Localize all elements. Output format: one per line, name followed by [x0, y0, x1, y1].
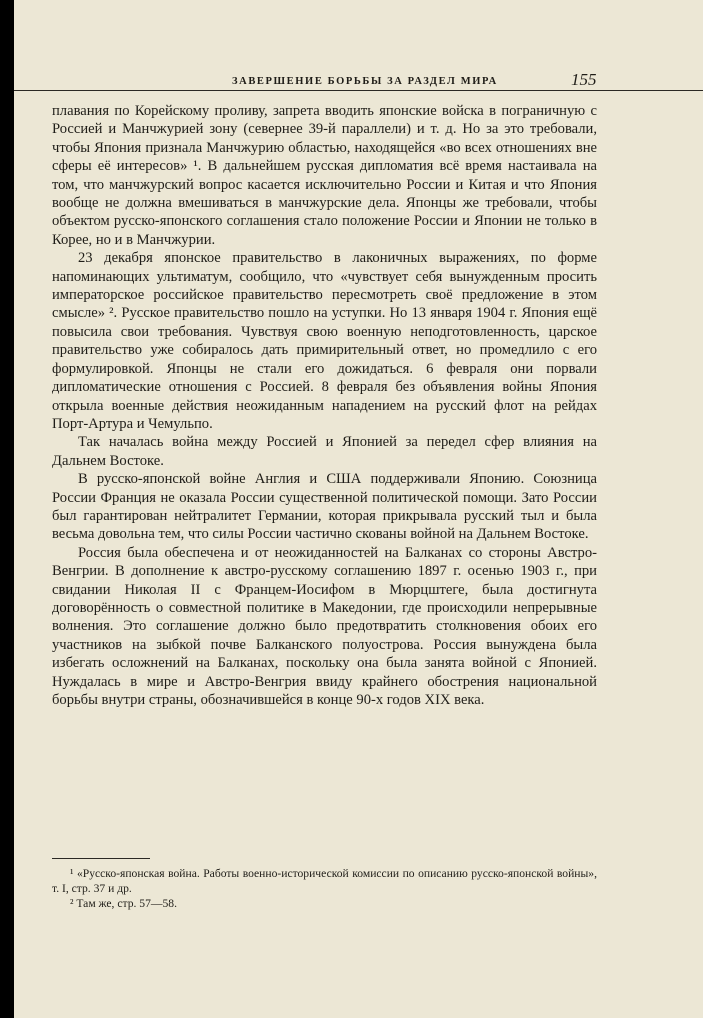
footnote: ² Там же, стр. 57—58. — [70, 897, 177, 910]
footnote: ¹ «Русско-японская война. Работы военно-исторической комиссии по описанию русско-японской войны», т. I, стр. 37 и др. — [52, 867, 597, 895]
paragraph: плавания по Корейскому проливу, запрета вводить японские войска в пограничную с Россией и Манчжурией зону (севернее 39-й параллели) и т. д. Но за это требовали, чтобы Япония признала Манчжурию областью, находящейся «во всех отношениях вне сферы её интересов» ¹. В дальнейшем русская дипломатия всё время настаивала на том, что манчжурский вопрос касается исключительно России и Китая и что Япония вообще не должна вмешиваться в манчжурские дела. Японцы же требовали, чтобы объектом русско-японского соглашения стало положение России и Японии не только в Корее, но и в Манчжурии. — [52, 103, 597, 248]
page-number: 155 — [571, 70, 597, 89]
book-page — [14, 0, 703, 1018]
paragraph: 23 декабря японское правительство в лаконичных выражениях, по форме напоминающих ультиматум, сообщило, что «чувствует себя вынужденным просить императорское российское правительство пересмотреть своё предложение в этом смысле» ². Русское правительство пошло на уступки. Но 13 января 1904 г. Япония ещё повысила свои требования. Чувствуя свою военную неподготовленность, царское правительство уже собиралось дать примирительный ответ, но промедлило с его формулировкой. Японцы не стали его дожидаться. 6 февраля они порвали дипломатические отношения с Россией. 8 февраля без объявления войны Япония открыла военные действия неожиданным нападением на русский флот на рейдах Порт-Артура и Чемульпо. — [52, 250, 597, 432]
body-text — [52, 102, 597, 709]
footnotes — [52, 866, 597, 911]
header-rule — [14, 90, 703, 91]
paragraph: Россия была обеспечена и от неожиданностей на Балканах со стороны Австро-Венгрии. В дополнение к австро-русскому соглашению 1897 г. осенью 1903 г., при свидании Николая II с Францем-Иосифом в Мюрцштеге, была достигнута договорённость о совместной политике в Македонии, где происходили непрерывные волнения. Это соглашение должно было предотвратить столкновения обоих его участников на зыбкой почве Балканского полуострова. Россия вынуждена была избегать осложнений на Балканах, поскольку она была занята войной с Японией. Нуждалась в мире и Австро-Венгрия ввиду крайнего обострения национальной борьбы внутри страны, обозначившейся в конце 90-х годов XIX века. — [52, 544, 597, 708]
running-title: ЗАВЕРШЕНИЕ БОРЬБЫ ЗА РАЗДЕЛ МИРА — [232, 76, 498, 87]
paragraph: В русско-японской войне Англия и США поддерживали Японию. Союзница России Франция не оказала России существенной политической помощи. Зато России был гарантирован нейтралитет Германии, которая прикрывала русский тыл и была весьма довольна тем, что силы России частично скованы войной на Дальнем Востоке. — [52, 471, 597, 543]
footnote-rule — [52, 858, 150, 859]
page-header — [14, 68, 703, 92]
paragraph: Так началась война между Россией и Японией за передел сфер влияния на Дальнем Востоке. — [52, 434, 597, 469]
